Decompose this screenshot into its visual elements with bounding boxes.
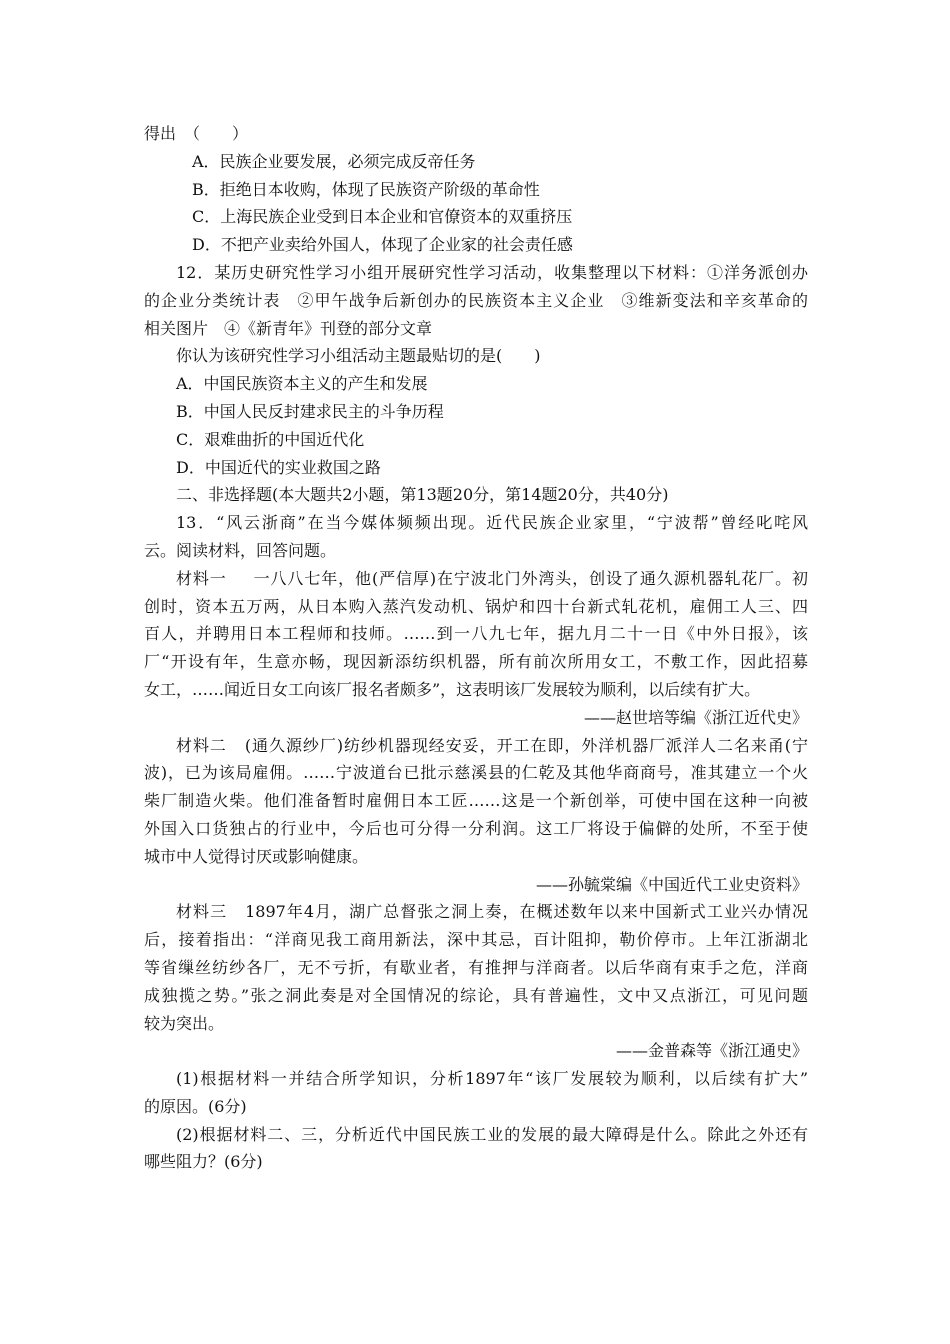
material-2-line-3: 柴厂制造火柴。他们准备暂时雇佣日本工匠……这是一个新创举，可使中国在这种一向被 (144, 791, 808, 811)
q11-option-a: A．民族企业要发展，必须完成反帝任务 (192, 151, 476, 171)
subquestion-2-line-1: (2)根据材料二、三，分析近代中国民族工业的发展的最大障碍是什么。除此之外还有 (176, 1124, 808, 1144)
material-3-label: 材料三 (176, 902, 228, 922)
section-heading: 二、非选择题(本大题共2小题，第13题20分，第14题20分，共40分) (176, 485, 669, 505)
q11-option-d: D．不把产业卖给外国人，体现了企业家的社会责任感 (192, 235, 573, 255)
material-2-text: (通久源纱厂)纺纱机器现经安妥，开工在即，外洋机器厂派洋人二名来甬(宁 (244, 735, 808, 755)
material-3-source: ——金普森等《浙江通史》 (615, 1041, 808, 1061)
subquestion-1-line-2: 的原因。(6分) (144, 1096, 247, 1116)
q12-stem-line-1: 12．某历史研究性学习小组开展研究性学习活动，收集整理以下材料：①洋务派创办 (176, 262, 808, 282)
q12-option-a: A．中国民族资本主义的产生和发展 (176, 374, 428, 394)
document-body (144, 120, 808, 1176)
material-3-line-1 (144, 898, 808, 926)
material-1-text: 一八八七年，他(严信厚)在宁波北门外湾头，创设了通久源机器轧花厂。初 (252, 568, 808, 588)
q12-stem-line-2: 的企业分类统计表 ②甲午战争后新创办的民族资本主义企业 ③维新变法和辛亥革命的 (144, 290, 808, 310)
material-1-line-5: 女工，……闻近日女工向该厂报名者颇多”，这表明该厂发展较为顺利，以后续有扩大。 (144, 679, 761, 699)
q11-option-b: B．拒绝日本收购，体现了民族资产阶级的革命性 (192, 179, 540, 199)
material-3-text: 1897年4月，湖广总督张之洞上奏，在概述数年以来中国新式工业兴办情况 (245, 902, 808, 922)
q12-stem-line-3: 相关图片 ④《新青年》刊登的部分文章 (144, 318, 433, 338)
q13-stem-line-1: 13．“风云浙商”在当今媒体频频出现。近代民族企业家里，“宁波帮”曾经叱咤风 (176, 513, 808, 533)
q12-option-c: C．艰难曲折的中国近代化 (176, 429, 365, 449)
material-3-line-2: 后，接着指出：“洋商见我工商用新法，深中其忌，百计阻抑，勒价停市。上年江浙湖北 (144, 930, 808, 950)
material-1-source: ——赵世培等编《浙江近代史》 (583, 707, 808, 727)
material-2-line-1 (144, 732, 808, 760)
material-2-line-5: 城市中人觉得讨厌或影响健康。 (144, 846, 369, 866)
material-2-source: ——孙毓棠编《中国近代工业史资料》 (535, 874, 808, 894)
material-1-line-4: 厂“开设有年，生意亦畅，现因新添纺织机器，所有前次所用女工，不敷工作，因此招募 (144, 652, 808, 672)
q11-option-c: C．上海民族企业受到日本企业和官僚资本的双重挤压 (192, 207, 573, 227)
material-1-line-2: 创时，资本五万两，从日本购入蒸汽发动机、锅炉和四十台新式轧花机，雇佣工人三、四 (144, 596, 808, 616)
q12-option-b: B．中国人民反封建求民主的斗争历程 (176, 401, 444, 421)
material-3-line-3: 等省缫丝纺纱各厂，无不亏折，有歇业者，有推押与洋商者。以后华商有束手之危，洋商 (144, 957, 808, 977)
material-3-line-4: 成独揽之势。”张之洞此奏是对全国情况的综论，具有普遍性，文中又点浙江，可见问题 (144, 985, 808, 1005)
q12-question: 你认为该研究性学习小组活动主题最贴切的是( ) (176, 346, 541, 366)
q12-option-d: D．中国近代的实业救国之路 (176, 457, 381, 477)
material-2-label: 材料二 (176, 735, 227, 755)
subquestion-1-line-1: (1)根据材料一并结合所学知识，分析1897年“该厂发展较为顺利，以后续有扩大” (176, 1069, 808, 1089)
q11-continuation: 得出 （ ） (144, 124, 249, 143)
material-2-line-4: 外国入口货独占的行业中，今后也可分得一分利润。这工厂将设于偏僻的处所，不至于使 (144, 818, 808, 838)
material-1-line-3: 百人，并聘用日本工程师和技师。……到一八九七年，据九月二十一日《中外日报》，该 (144, 624, 808, 644)
material-2-line-2: 波)，已为该局雇佣。……宁波道台已批示慈溪县的仁乾及其他华商商号，准其建立一个火 (144, 763, 808, 783)
q13-stem-line-2: 云。阅读材料，回答问题。 (144, 540, 337, 560)
material-1-label: 材料一 (176, 568, 227, 588)
subquestion-2-line-2: 哪些阻力？(6分) (144, 1152, 263, 1172)
material-1-line-1 (144, 565, 808, 593)
material-3-line-5: 较为突出。 (144, 1013, 225, 1033)
